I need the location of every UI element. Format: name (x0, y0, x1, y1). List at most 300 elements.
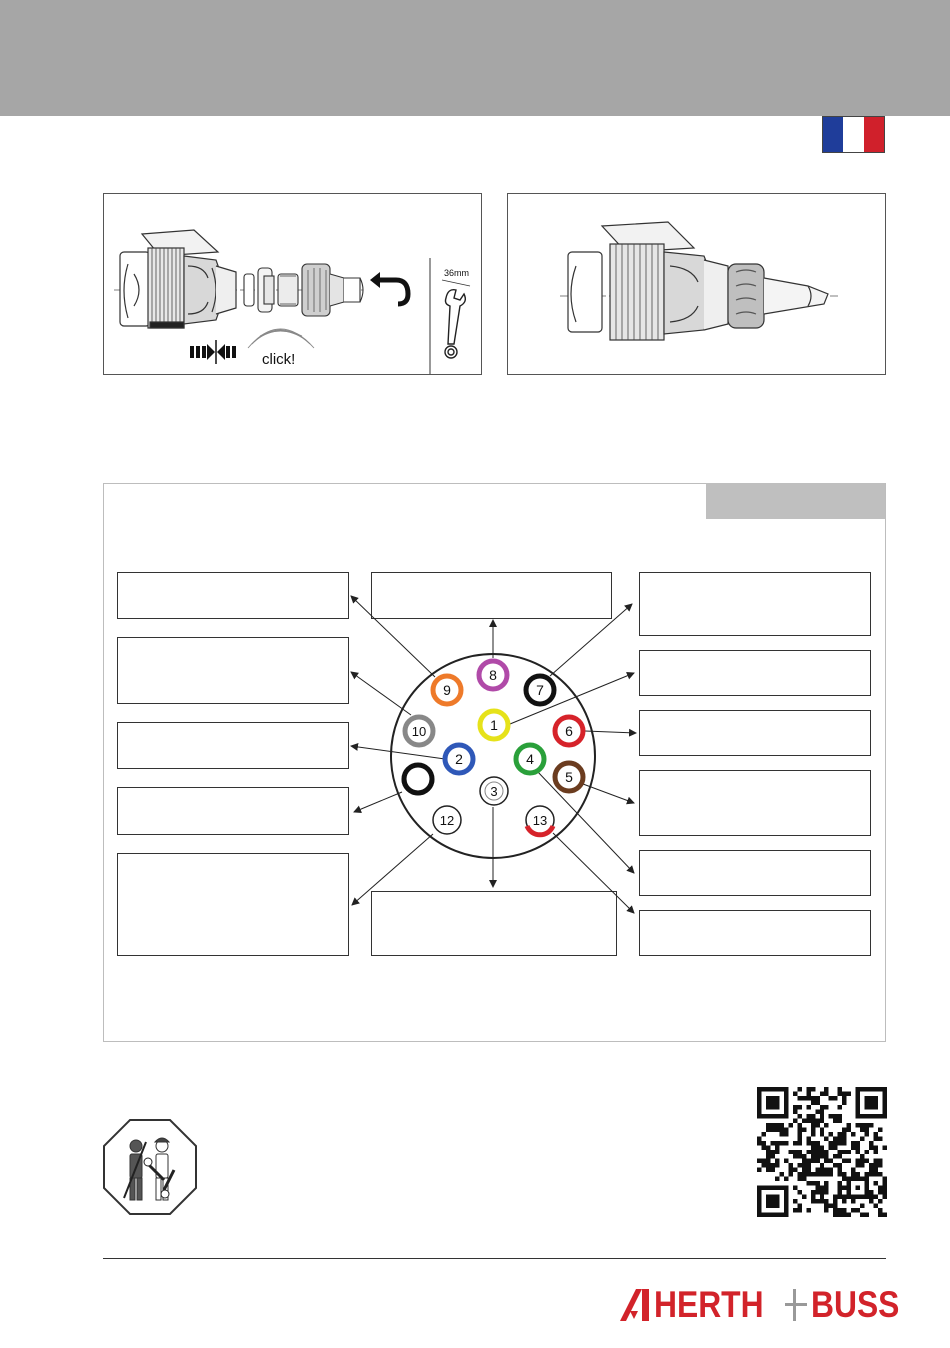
qr-module (820, 1145, 824, 1149)
qr-module (775, 1150, 779, 1154)
qr-module (842, 1172, 846, 1176)
qr-module (811, 1118, 815, 1122)
qr-module (833, 1213, 837, 1217)
qr-module (815, 1123, 819, 1127)
qr-module (766, 1195, 779, 1208)
qr-module (833, 1118, 837, 1122)
qr-module (833, 1208, 837, 1212)
pin-12-number: 12 (439, 813, 455, 828)
qr-module (811, 1195, 815, 1199)
qr-module (793, 1109, 797, 1113)
qr-module (860, 1159, 864, 1163)
qr-module (797, 1136, 801, 1140)
qr-module (865, 1123, 869, 1127)
qr-module (851, 1208, 855, 1212)
qr-module (833, 1145, 837, 1149)
pin-12 (433, 806, 461, 834)
qr-module (815, 1145, 819, 1149)
qr-module (793, 1141, 797, 1145)
qr-module (793, 1105, 797, 1109)
qr-module (874, 1168, 878, 1172)
qr-module (842, 1195, 846, 1199)
qr-module (815, 1141, 819, 1145)
qr-module (869, 1123, 873, 1127)
qr-module (766, 1154, 770, 1158)
qr-module (797, 1177, 801, 1181)
qr-module (833, 1204, 837, 1208)
qr-module (806, 1172, 810, 1176)
pin-10-number: 10 (411, 724, 427, 739)
qr-module (860, 1213, 864, 1217)
qr-module (860, 1127, 864, 1131)
qr-module (869, 1141, 873, 1145)
pin-7-number: 7 (536, 682, 544, 698)
qr-module (775, 1159, 779, 1163)
qr-module (806, 1181, 810, 1185)
qr-module (815, 1159, 819, 1163)
brand-name-left: HERTH (654, 1284, 764, 1325)
qr-module (820, 1118, 824, 1122)
qr-module (860, 1136, 864, 1140)
qr-module (824, 1159, 828, 1163)
qr-module (811, 1199, 815, 1203)
qr-module (806, 1136, 810, 1140)
qr-module (851, 1145, 855, 1149)
pin-13-number: 13 (532, 813, 548, 828)
qr-module (833, 1096, 837, 1100)
pin-2 (445, 745, 473, 773)
qr-module (770, 1163, 774, 1167)
qr-module (860, 1163, 864, 1167)
qr-module (878, 1136, 882, 1140)
qr-module (779, 1123, 783, 1127)
qr-module (811, 1132, 815, 1136)
qr-module (779, 1127, 783, 1131)
qr-module (856, 1159, 860, 1163)
qr-module (820, 1150, 824, 1154)
pin-3 (480, 777, 508, 805)
pin-8 (479, 661, 507, 689)
qr-module (883, 1145, 887, 1149)
qr-module (874, 1150, 878, 1154)
qr-module (878, 1208, 882, 1212)
qr-module (797, 1132, 801, 1136)
qr-module (842, 1199, 846, 1203)
qr-module (806, 1141, 810, 1145)
qr-module (793, 1154, 797, 1158)
qr-module (838, 1163, 842, 1167)
qr-module (829, 1141, 833, 1145)
qr-module (824, 1208, 828, 1212)
qr-module (820, 1199, 824, 1203)
qr-module (838, 1213, 842, 1217)
qr-module (829, 1168, 833, 1172)
qr-module (815, 1109, 819, 1113)
qr-module (815, 1168, 819, 1172)
qr-module (842, 1213, 846, 1217)
qr-module (820, 1132, 824, 1136)
pin-3-number: 3 (490, 784, 498, 799)
qr-module (770, 1168, 774, 1172)
qr-module (842, 1132, 846, 1136)
qr-module (793, 1208, 797, 1212)
qr-module (842, 1186, 846, 1190)
qr-module (784, 1177, 788, 1181)
qr-module (815, 1100, 819, 1104)
qr-module (793, 1186, 797, 1190)
pin-6 (555, 717, 583, 745)
qr-module (869, 1145, 873, 1149)
qr-module (815, 1186, 819, 1190)
qr-module (784, 1141, 788, 1145)
qr-module (842, 1096, 846, 1100)
qr-module (806, 1114, 810, 1118)
qr-module (788, 1168, 792, 1172)
qr-module (829, 1204, 833, 1208)
qr-module (802, 1154, 806, 1158)
qr-module (811, 1159, 815, 1163)
qr-module (811, 1114, 815, 1118)
qr-module (838, 1195, 842, 1199)
click-label: click! (262, 351, 296, 368)
qr-module (820, 1172, 824, 1176)
pin-1 (480, 711, 508, 739)
qr-module (802, 1177, 806, 1181)
qr-module (865, 1213, 869, 1217)
qr-module (856, 1145, 860, 1149)
qr-module (824, 1105, 828, 1109)
qr-module (779, 1132, 783, 1136)
qr-module (838, 1105, 842, 1109)
brand-plus-icon (785, 1287, 807, 1323)
professional-installer-icon (102, 1118, 198, 1216)
qr-module (842, 1208, 846, 1212)
qr-module (829, 1145, 833, 1149)
qr-module (802, 1096, 806, 1100)
qr-module (842, 1127, 846, 1131)
qr-module (824, 1204, 828, 1208)
qr-module (797, 1208, 801, 1212)
qr-module (851, 1132, 855, 1136)
qr-module (833, 1195, 837, 1199)
qr-module (865, 1159, 869, 1163)
qr-module (793, 1118, 797, 1122)
qr-module (847, 1127, 851, 1131)
qr-module (779, 1172, 783, 1176)
qr-module (761, 1163, 765, 1167)
qr-module (824, 1190, 828, 1194)
pin-10 (405, 717, 433, 745)
qr-module (820, 1091, 824, 1095)
qr-module (824, 1091, 828, 1095)
qr-module (793, 1199, 797, 1203)
qr-module (838, 1190, 842, 1194)
qr-module (797, 1163, 801, 1167)
qr-module (869, 1172, 873, 1176)
qr-module (806, 1208, 810, 1212)
qr-module (811, 1141, 815, 1145)
qr-module (770, 1123, 774, 1127)
qr-module (797, 1096, 801, 1100)
qr-module (833, 1114, 837, 1118)
qr-module (838, 1091, 842, 1095)
qr-module (797, 1114, 801, 1118)
qr-module (856, 1141, 860, 1145)
qr-module (838, 1154, 842, 1158)
qr-module (770, 1127, 774, 1131)
qr-module (797, 1123, 801, 1127)
pin-5 (555, 763, 583, 791)
qr-module (865, 1150, 869, 1154)
qr-module (815, 1172, 819, 1176)
qr-module (829, 1132, 833, 1136)
qr-module (797, 1154, 801, 1158)
qr-module (874, 1136, 878, 1140)
qr-module (761, 1145, 765, 1149)
qr-module (815, 1199, 819, 1203)
qr-module (775, 1177, 779, 1181)
qr-module (797, 1087, 801, 1091)
qr-module (878, 1213, 882, 1217)
qr-module (811, 1123, 815, 1127)
pin-5-number: 5 (565, 769, 573, 785)
qr-module (829, 1159, 833, 1163)
qr-module (815, 1190, 819, 1194)
qr-module (806, 1118, 810, 1122)
qr-module (793, 1168, 797, 1172)
qr-module (874, 1181, 878, 1185)
qr-module (775, 1127, 779, 1131)
qr-module (842, 1136, 846, 1140)
qr-module (811, 1150, 815, 1154)
qr-module (824, 1181, 828, 1185)
qr-module (869, 1168, 873, 1172)
qr-module (793, 1150, 797, 1154)
qr-module (757, 1159, 761, 1163)
qr-module (838, 1141, 842, 1145)
qr-module (833, 1141, 837, 1145)
qr-module (806, 1105, 810, 1109)
qr-module (838, 1181, 842, 1185)
qr-module (838, 1118, 842, 1122)
qr-module (757, 1141, 761, 1145)
pin-4 (516, 745, 544, 773)
qr-module (842, 1159, 846, 1163)
qr-module (842, 1141, 846, 1145)
qr-module (829, 1172, 833, 1176)
qr-module (847, 1159, 851, 1163)
qr-module (797, 1105, 801, 1109)
qr-module (838, 1186, 842, 1190)
qr-module (806, 1163, 810, 1167)
qr-module (874, 1204, 878, 1208)
qr-module (797, 1204, 801, 1208)
qr-module (820, 1186, 824, 1190)
qr-module (878, 1127, 882, 1131)
qr-module (865, 1132, 869, 1136)
pin-13 (526, 806, 554, 835)
qr-module (856, 1208, 860, 1212)
qr-module (784, 1159, 788, 1163)
pin-7 (526, 676, 554, 704)
qr-module (842, 1150, 846, 1154)
qr-module (766, 1127, 770, 1131)
qr-module (766, 1150, 770, 1154)
qr-module (815, 1096, 819, 1100)
qr-module (811, 1145, 815, 1149)
qr-module (824, 1172, 828, 1176)
qr-module (820, 1190, 824, 1194)
qr-module (878, 1159, 882, 1163)
qr-module (856, 1186, 860, 1190)
qr-module (856, 1150, 860, 1154)
qr-module (824, 1123, 828, 1127)
qr-module (806, 1150, 810, 1154)
qr-module (851, 1199, 855, 1203)
pin-8-number: 8 (489, 667, 497, 683)
qr-module (883, 1195, 887, 1199)
qr-module (847, 1150, 851, 1154)
qr-module (883, 1186, 887, 1190)
qr-module (775, 1163, 779, 1167)
qr-module (874, 1195, 878, 1199)
qr-module (869, 1190, 873, 1194)
qr-module (874, 1159, 878, 1163)
qr-module (806, 1096, 810, 1100)
qr-module (851, 1168, 855, 1172)
qr-module (838, 1172, 842, 1176)
pin-1-number: 1 (490, 717, 498, 733)
pin-4-number: 4 (526, 751, 534, 767)
qr-module (802, 1195, 806, 1199)
brand-logo (620, 1285, 914, 1325)
qr-module (788, 1163, 792, 1167)
qr-module (824, 1199, 828, 1203)
qr-module (811, 1127, 815, 1131)
qr-module (824, 1087, 828, 1091)
qr-module (797, 1141, 801, 1145)
qr-module (829, 1096, 833, 1100)
qr-module (788, 1150, 792, 1154)
qr-module (847, 1213, 851, 1217)
qr-code[interactable] (757, 1087, 887, 1217)
qr-module (811, 1096, 815, 1100)
qr-module (842, 1100, 846, 1104)
qr-module (802, 1127, 806, 1131)
qr-module (806, 1087, 810, 1091)
qr-module (806, 1168, 810, 1172)
qr-module (793, 1091, 797, 1095)
qr-module (869, 1199, 873, 1203)
qr-module (851, 1141, 855, 1145)
qr-module (820, 1105, 824, 1109)
qr-module (842, 1177, 846, 1181)
pin-11 (404, 765, 432, 793)
qr-module (802, 1118, 806, 1122)
qr-module (797, 1127, 801, 1131)
qr-module (869, 1163, 873, 1167)
qr-module (761, 1159, 765, 1163)
qr-module (883, 1213, 887, 1217)
qr-module (788, 1172, 792, 1176)
qr-module (820, 1154, 824, 1158)
qr-module (815, 1150, 819, 1154)
pin-2-number: 2 (455, 751, 463, 767)
brand-name-right: BUSS (811, 1284, 900, 1325)
qr-module (838, 1150, 842, 1154)
qr-module (838, 1136, 842, 1140)
qr-module (874, 1163, 878, 1167)
brand-mark-icon (620, 1289, 650, 1321)
qr-module (860, 1154, 864, 1158)
qr-module (770, 1150, 774, 1154)
qr-module (815, 1118, 819, 1122)
qr-module (811, 1190, 815, 1194)
qr-module (815, 1181, 819, 1185)
wrench-size-label: 36mm (444, 268, 470, 278)
qr-module (833, 1163, 837, 1167)
qr-module (775, 1145, 779, 1149)
qr-module (784, 1132, 788, 1136)
qr-module (865, 1096, 878, 1109)
qr-module (856, 1163, 860, 1167)
qr-module (829, 1114, 833, 1118)
qr-module (865, 1172, 869, 1176)
qr-module (878, 1199, 882, 1203)
qr-module (860, 1123, 864, 1127)
qr-module (820, 1163, 824, 1167)
qr-module (878, 1190, 882, 1194)
qr-module (779, 1141, 783, 1145)
qr-module (874, 1172, 878, 1176)
qr-module (766, 1096, 779, 1109)
pin-9 (433, 676, 461, 704)
qr-module (856, 1123, 860, 1127)
qr-module (847, 1123, 851, 1127)
pin-9-number: 9 (443, 682, 451, 698)
qr-module (838, 1132, 842, 1136)
qr-module (766, 1168, 770, 1172)
qr-module (824, 1150, 828, 1154)
qr-module (856, 1172, 860, 1176)
qr-module (802, 1172, 806, 1176)
qr-module (824, 1154, 828, 1158)
qr-module (883, 1190, 887, 1194)
qr-module (869, 1195, 873, 1199)
qr-module (757, 1136, 761, 1140)
qr-module (784, 1127, 788, 1131)
qr-module (883, 1181, 887, 1185)
qr-module (820, 1114, 824, 1118)
qr-module (775, 1141, 779, 1145)
qr-module (851, 1172, 855, 1176)
qr-module (761, 1141, 765, 1145)
qr-module (860, 1204, 864, 1208)
qr-module (770, 1141, 774, 1145)
qr-module (838, 1168, 842, 1172)
pin-6-number: 6 (565, 723, 573, 739)
qr-module (811, 1181, 815, 1185)
qr-module (878, 1186, 882, 1190)
qr-module (833, 1136, 837, 1140)
qr-module (775, 1123, 779, 1127)
qr-module (847, 1091, 851, 1095)
qr-module (761, 1132, 765, 1136)
qr-module (811, 1100, 815, 1104)
qr-module (797, 1150, 801, 1154)
qr-module (788, 1123, 792, 1127)
qr-module (797, 1190, 801, 1194)
